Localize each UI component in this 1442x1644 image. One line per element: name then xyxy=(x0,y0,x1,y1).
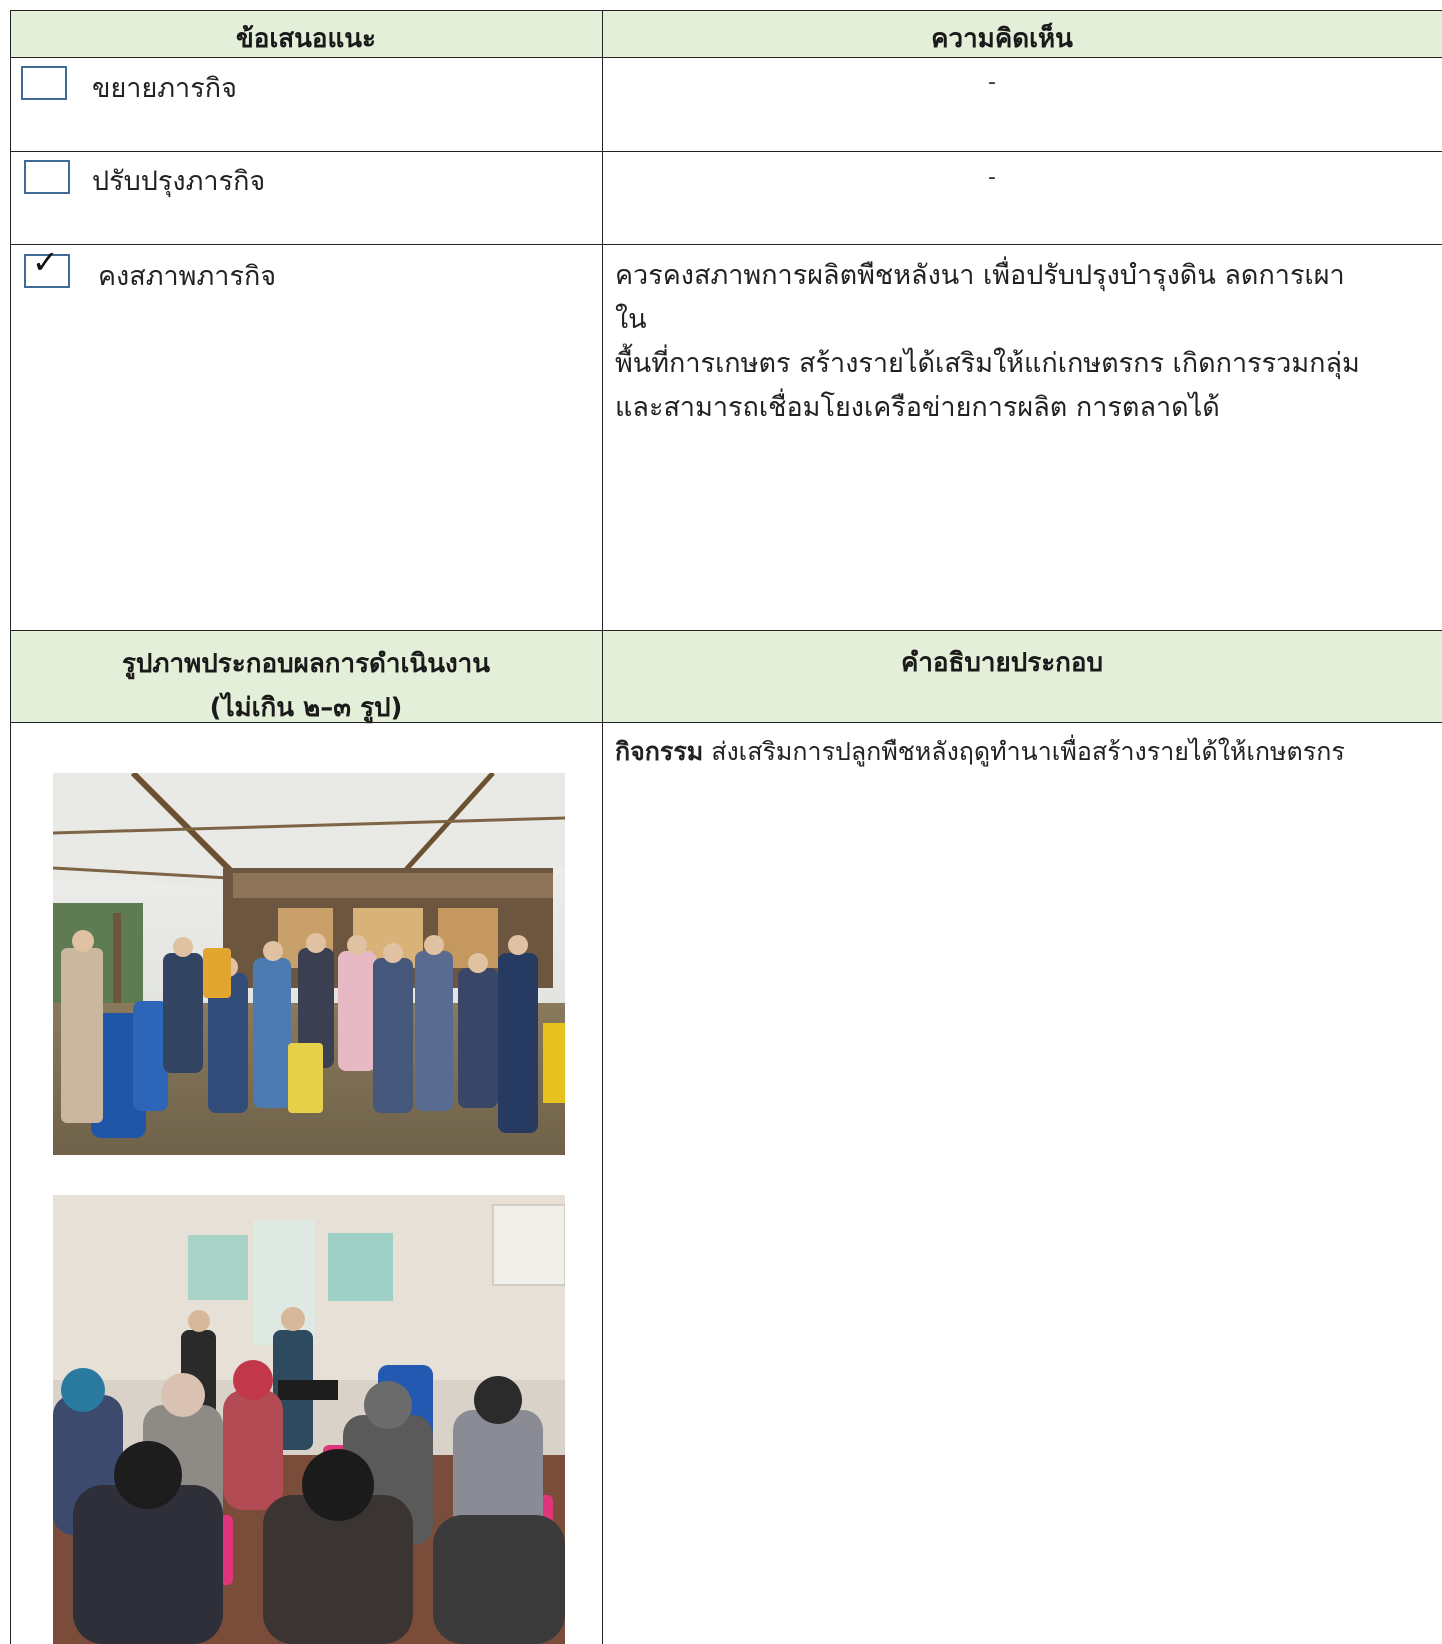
document-table xyxy=(10,10,1442,1644)
row-divider xyxy=(10,630,1442,631)
comment-line: ควรคงสภาพการผลิตพืชหลังนา เพื่อปรับปรุงบำรุงดิน ลดการเผาใน xyxy=(615,260,1345,335)
suggestion-header: ข้อเสนอแนะ xyxy=(235,24,377,54)
row-divider xyxy=(10,151,1442,152)
option-label-expand: ขยายภารกิจ xyxy=(92,73,237,104)
table-border-top xyxy=(10,10,1442,11)
checkbox-expand[interactable] xyxy=(21,66,67,100)
caption-text: ส่งเสริมการปลูกพืชหลังฤดูทำนาเพื่อสร้างรายได้ให้เกษตรกร xyxy=(711,737,1345,766)
checkbox-improve[interactable] xyxy=(24,160,70,194)
comment-line: พื้นที่การเกษตร สร้างรายได้เสริมให้แก่เกษตรกร เกิดการรวมกลุ่ม xyxy=(615,348,1360,379)
row-divider xyxy=(10,244,1442,245)
row-divider xyxy=(10,722,1442,723)
row-divider xyxy=(10,57,1442,58)
checkmark-icon: ✓ xyxy=(32,243,59,281)
description-header: คำอธิบายประกอบ xyxy=(900,648,1104,678)
photos-header-line2: (ไม่เกิน ๒–๓ รูป) xyxy=(209,693,403,723)
activity-caption xyxy=(615,732,1345,772)
column-divider xyxy=(602,10,603,1644)
opinion-header: ความคิดเห็น xyxy=(931,24,1073,54)
caption-bold: กิจกรรม xyxy=(615,737,704,766)
photos-header-left xyxy=(10,642,602,730)
checkbox-maintain[interactable] xyxy=(24,243,70,288)
photo-indoor-training-svg xyxy=(53,1195,565,1644)
comment-expand: - xyxy=(988,70,996,95)
comment-maintain xyxy=(615,254,1375,430)
photos-header-line1: รูปภาพประกอบผลการดำเนินงาน xyxy=(121,649,491,679)
option-label-improve: ปรับปรุงภารกิจ xyxy=(92,166,266,197)
photo-group-outdoor xyxy=(53,773,565,1155)
comment-improve: - xyxy=(988,165,996,190)
photo-indoor-training xyxy=(53,1195,565,1644)
comment-line: และสามารถเชื่อมโยงเครือข่ายการผลิต การตลาดได้ xyxy=(615,392,1220,423)
option-label-maintain: คงสภาพภารกิจ xyxy=(98,261,277,292)
table-border-left xyxy=(10,10,11,1644)
photo-group-outdoor-svg xyxy=(53,773,565,1155)
